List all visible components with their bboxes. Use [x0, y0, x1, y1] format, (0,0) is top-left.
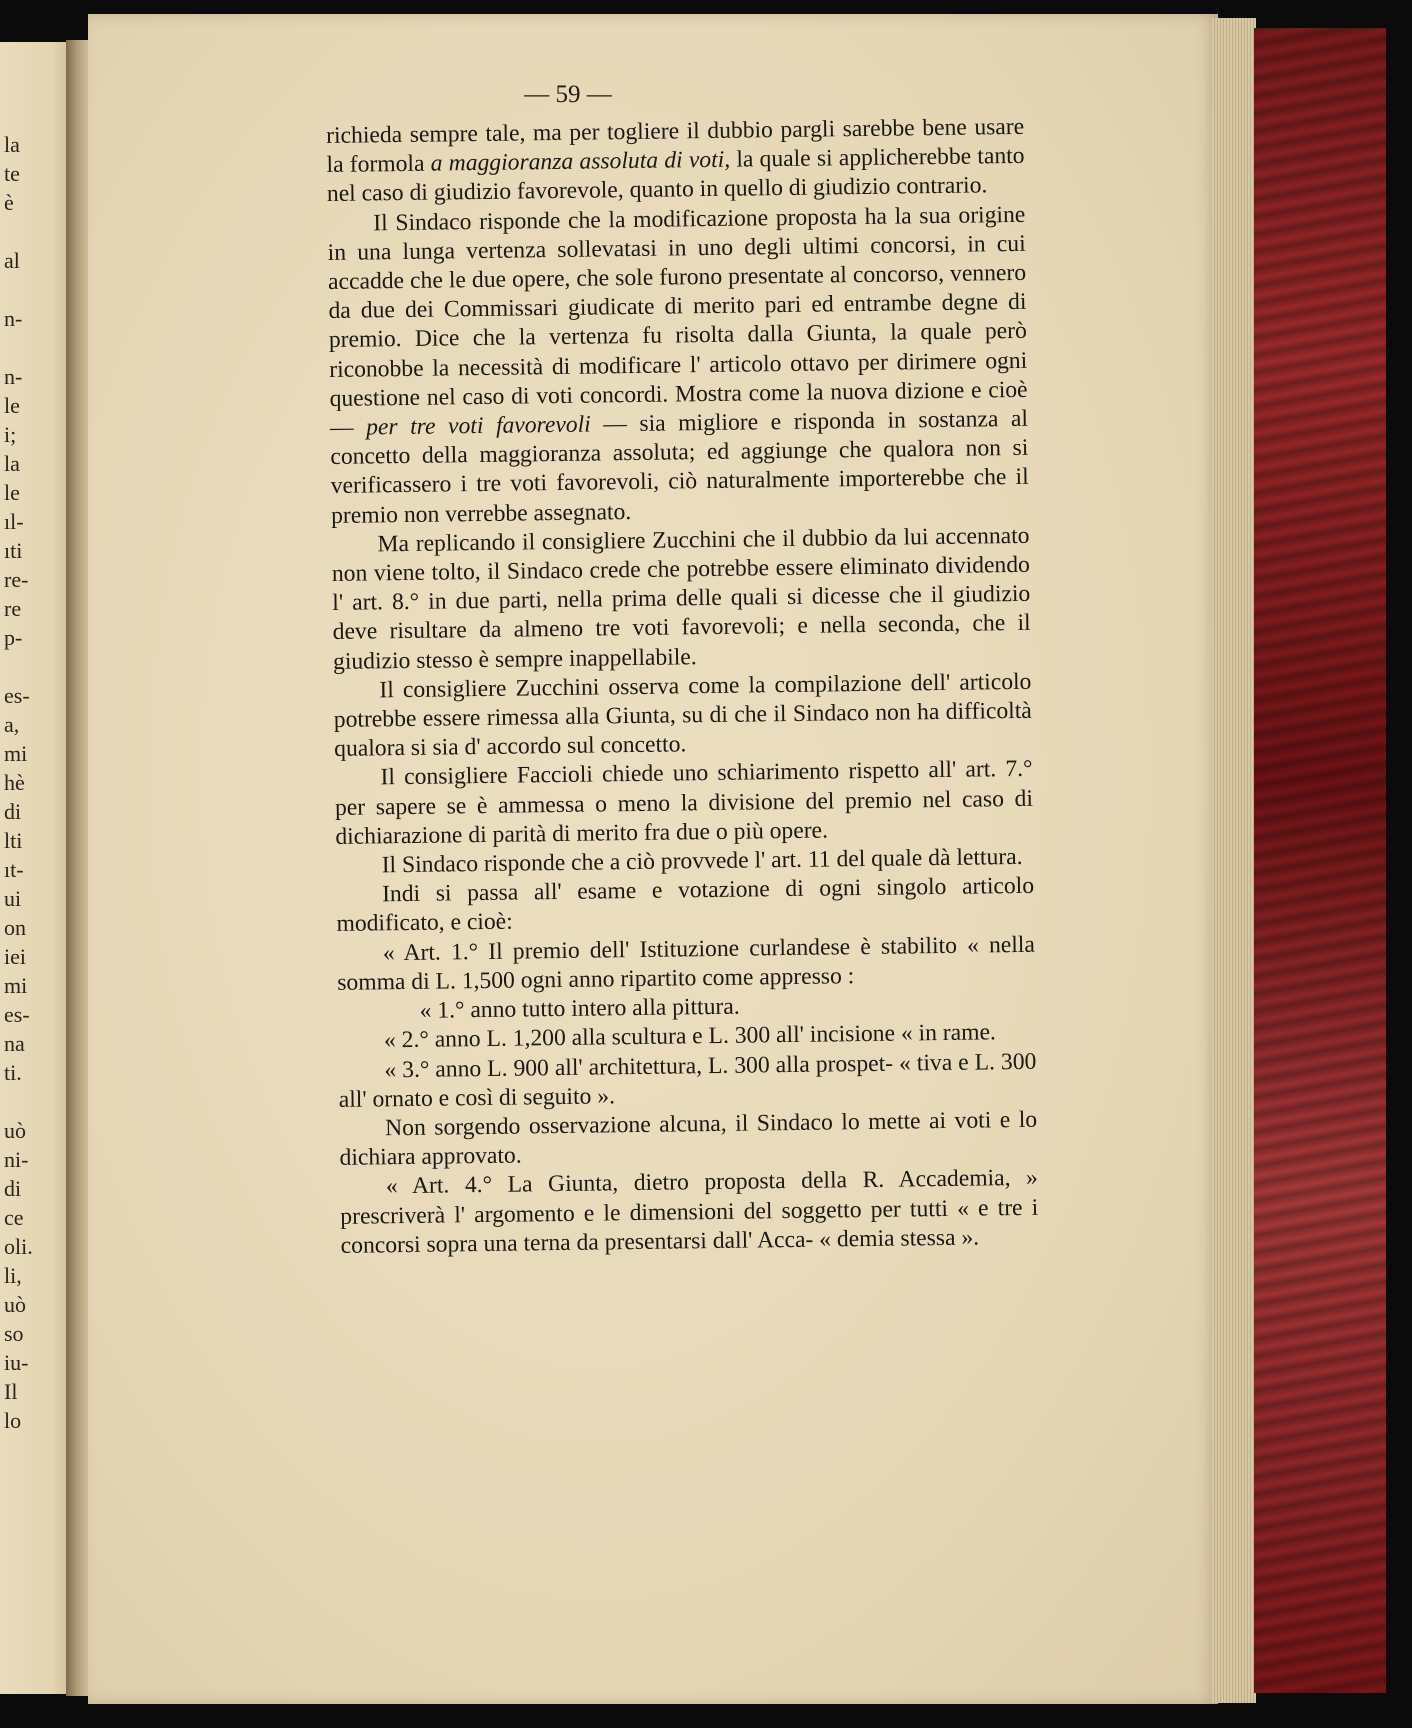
left-page-fragment: [0, 333, 33, 362]
left-page-fragment: [0, 275, 33, 304]
left-page-fragment: le: [4, 480, 20, 505]
paragraph-text: richieda sempre tale, ma per togliere il dubbio pargli sarebbe bene usare la formola: [326, 113, 1025, 179]
left-page-fragment: re-: [4, 567, 29, 592]
book-binding: [1254, 28, 1386, 1693]
left-page-text-fragments: [0, 130, 33, 1435]
left-page-fragment: n-: [4, 364, 23, 389]
left-page-fragment: lti: [4, 828, 23, 853]
page-text: [326, 113, 1039, 1261]
left-page-fragment: es-: [4, 683, 30, 708]
paragraph: Ma replicando il consigliere Zucchini che il dubbio da lui accennato non viene tolto, il Sindaco crede che potrebbe essere eliminato dividendo l' art. 8.° in due parti, nella prima delle quali si dicesse che il giudizio deve risultare da almeno tre voti favorevoli; e nella seconda, che il giudizio stesso è sempre inappellabile.: [331, 522, 1031, 675]
left-page-fragment: re: [4, 596, 22, 621]
left-page-fragment: ıl-: [4, 509, 24, 534]
left-page-fragment: [0, 217, 33, 246]
left-page-fragment: le: [4, 393, 20, 418]
left-page-fragment: ti.: [4, 1060, 22, 1085]
paragraph: [327, 200, 1029, 530]
left-page-fragment: ni-: [4, 1147, 29, 1172]
left-page-fragment: ce: [4, 1205, 24, 1230]
left-page-fragment: es-: [4, 1002, 30, 1027]
article-quote-item: « 1.° anno tutto intero alla pittura.: [419, 993, 740, 1024]
article-quote-item: « 3.° anno L. 900 all' architettura, L. 300 alla prospet- « tiva e L. 300 all' ornato e così di seguito ».: [338, 1048, 1037, 1113]
left-page-fragment: di: [4, 799, 22, 824]
left-page-fragment: a,: [4, 712, 20, 737]
paragraph: Il consigliere Zucchini osserva come la compilazione dell' articolo potrebbe essere rimessa alla Giunta, su di che il Sindaco non ha difficoltà qualora si sia d' accordo sul concetto.: [333, 668, 1032, 763]
left-page-fragment: [0, 1087, 33, 1116]
page-number: — 59 —: [524, 81, 612, 108]
left-page-fragment: on: [4, 915, 26, 940]
left-page-fragment: ui: [4, 886, 22, 911]
left-page-fragment: uò: [4, 1292, 26, 1317]
left-page-fragment: è: [4, 190, 14, 215]
left-page-fragment: di: [4, 1176, 22, 1201]
paragraph-text: — sia migliore e risponda in sostanza al concetto della maggioranza assoluta; ed aggiunge che qualora non si verificassero i tre voti favorevoli, ciò naturalmente importerebbe che il premio non verrebbe assegnato.: [330, 405, 1029, 529]
paragraph: [326, 113, 1025, 210]
italic-phrase: a maggioranza assoluta di voti,: [430, 146, 731, 177]
left-page-fragment: li,: [4, 1263, 22, 1288]
page-block-edges: [1212, 18, 1256, 1703]
left-page-fragment: ıti: [4, 538, 23, 563]
left-page-fragment: p-: [4, 625, 23, 650]
paragraph-text: la quale si applicherebbe tanto nel caso di giudizio favorevole, quanto in quello di giudizio contrario.: [326, 143, 1025, 208]
paragraph: Il consigliere Faccioli chiede uno schiarimento rispetto all' art. 7.° per sapere se è ammessa o meno la divisione del premio nel caso di dichiarazione di parità di merito fra due o più opere.: [334, 756, 1034, 850]
left-page-fragment: [0, 652, 33, 681]
paragraph: Indi si passa all' esame e votazione di ogni singolo articolo modificato, e cioè:: [336, 873, 1035, 938]
article-quote-item: « 2.° anno L. 1,200 alla scultura e L. 300 all' incisione « in rame.: [383, 1019, 997, 1054]
paragraph: Non sorgendo osservazione alcuna, il Sindaco lo mette ai voti e lo dichiara approvato.: [339, 1106, 1038, 1172]
left-page-fragment: uò: [4, 1118, 26, 1143]
paragraph: Il Sindaco risponde che a ciò provvede l' art. 11 del quale dà lettura.: [381, 844, 1023, 879]
article-quote: « Art. 4.° La Giunta, dietro proposta della R. Accademia, » prescriverà l' argomento e le dimensioni del soggetto per tutti « e tre i concorsi sopra una terna da presentarsi dall' Acca- « demia stessa ».: [340, 1165, 1039, 1259]
article-quote: « Art. 1.° Il premio dell' Istituzione curlandese è stabilito « nella somma di L. 1,500 ogni anno ripartito come appresso :: [337, 931, 1035, 996]
left-page-edge: [0, 42, 74, 1694]
left-page-fragment: hè: [4, 770, 25, 795]
left-page-fragment: lo: [4, 1408, 22, 1433]
left-page-fragment: iu-: [4, 1350, 29, 1375]
left-page-fragment: so: [4, 1321, 24, 1346]
left-page-fragment: la: [4, 132, 20, 157]
left-page-fragment: Il: [4, 1379, 18, 1404]
left-page-fragment: oli.: [4, 1234, 33, 1259]
left-page-fragment: la: [4, 451, 20, 476]
left-page-fragment: iei: [4, 944, 26, 969]
left-page-fragment: mi: [4, 741, 28, 766]
left-page-fragment: n-: [4, 306, 23, 331]
left-page-fragment: i;: [4, 422, 17, 447]
paragraph-text: Il Sindaco risponde che la modificazione proposta ha la sua origine in una lunga vertenza sollevatasi in uno degli ultimi concorsi, in cui accadde che le due opere, che sole furono presentate al concorso, vennero da due dei Commissari giudicate di merito pari ed entrambe degne di premio. Dice che la vertenza fu risolta dalla Giunta, la quale però riconobbe la necessità di modificare l' articolo ottavo per dirimere ogni questione nel caso di voti concordi. Mostra come la nuova dizione e cioè —: [327, 201, 1028, 442]
left-page-fragment: na: [4, 1031, 25, 1056]
left-page-fragment: ıt-: [4, 857, 24, 882]
left-page-fragment: te: [4, 161, 20, 186]
left-page-fragment: mi: [4, 973, 28, 998]
left-page-fragment: al: [4, 248, 20, 273]
italic-phrase: per tre voti favorevoli: [365, 411, 591, 441]
